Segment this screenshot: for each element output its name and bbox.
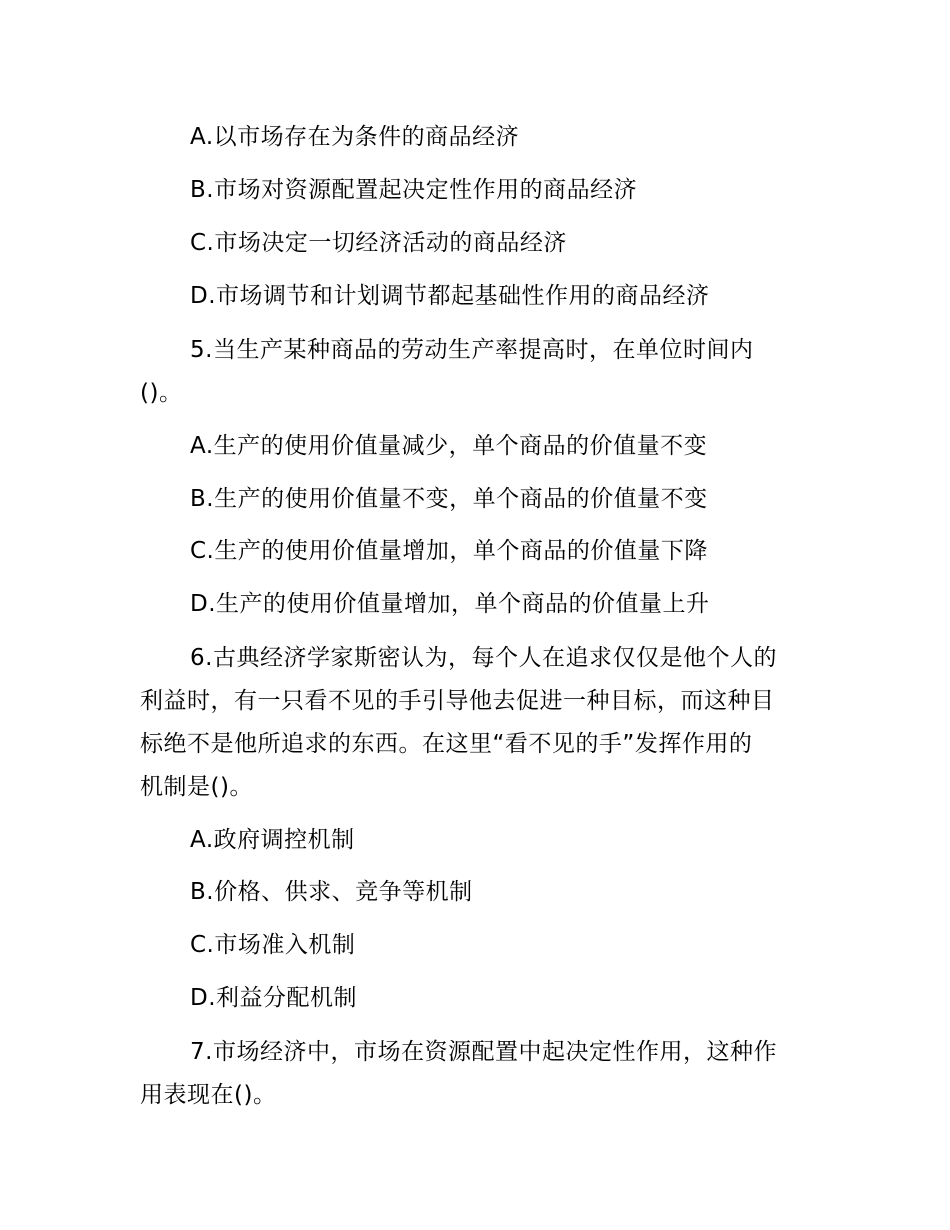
- q6-option-a: A.政府调控机制: [190, 827, 355, 853]
- q5-option-c: C.生产的使用价值量增加，单个商品的价值量下降: [190, 538, 708, 564]
- q4-option-b: B.市场对资源配置起决定性作用的商品经济: [190, 177, 638, 203]
- q6-option-c: C.市场准入机制: [190, 932, 356, 958]
- q6-question-line-1: 6.古典经济学家斯密认为，每个人在追求仅仅是他个人的: [190, 645, 777, 671]
- q5-question-line-1: 5.当生产某种商品的劳动生产率提高时，在单位时间内: [190, 337, 754, 363]
- q5-option-a: A.生产的使用价值量减少，单个商品的价值量不变: [190, 433, 708, 459]
- q5-option-b: B.生产的使用价值量不变，单个商品的价值量不变: [190, 486, 708, 512]
- q6-option-d: D.利益分配机制: [190, 985, 358, 1011]
- q4-option-c: C.市场决定一切经济活动的商品经济: [190, 230, 567, 256]
- q7-question-line-1: 7.市场经济中，市场在资源配置中起决定性作用，这种作: [190, 1039, 777, 1065]
- q4-option-d: D.市场调节和计划调节都起基础性作用的商品经济: [190, 283, 710, 309]
- q7-question-line-2: 用表现在()。: [140, 1082, 277, 1108]
- q4-option-a: A.以市场存在为条件的商品经济: [190, 124, 520, 150]
- q5-option-d: D.生产的使用价值量增加，单个商品的价值量上升: [190, 591, 710, 617]
- q6-question-line-2: 利益时，有一只看不见的手引导他去促进一种目标，而这种目: [140, 688, 775, 714]
- q6-option-b: B.价格、供求、竞争等机制: [190, 879, 473, 905]
- q6-question-line-3: 标绝不是他所追求的东西。在这里“看不见的手”发挥作用的: [140, 731, 753, 757]
- q5-question-line-2: ()。: [140, 380, 183, 406]
- q6-question-line-4: 机制是()。: [140, 774, 253, 800]
